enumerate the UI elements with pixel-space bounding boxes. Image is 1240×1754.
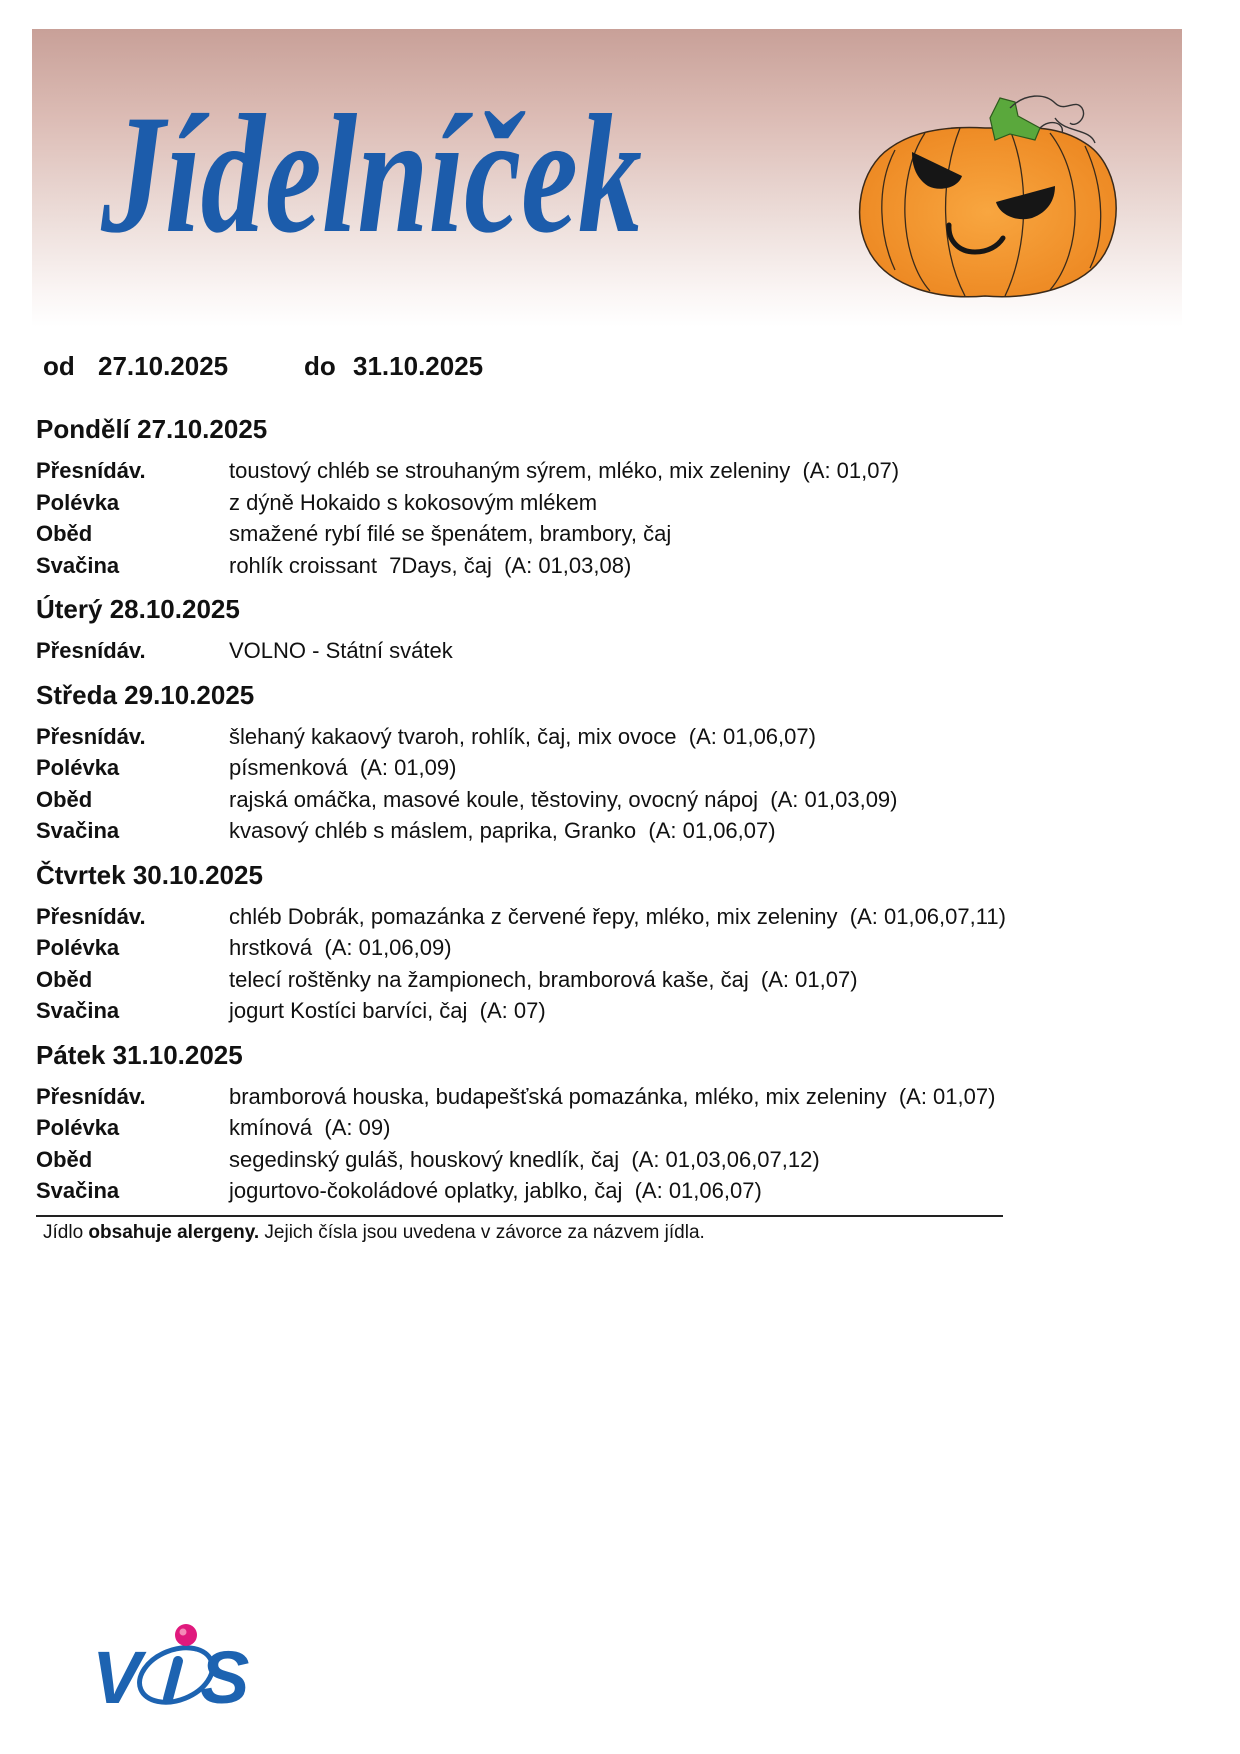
meal-value: písmenková (A: 01,09)	[229, 755, 457, 780]
day-heading: Čtvrtek 30.10.2025	[36, 859, 263, 890]
meal-value: bramborová houska, budapešťská pomazánka, mléko, mix zeleniny (A: 01,07)	[229, 1083, 996, 1109]
meal-label: Oběd	[36, 521, 93, 546]
menu-row	[36, 1112, 1216, 1144]
meal-value: chléb Dobrák, pomazánka z červené řepy, mléko, mix zeleniny (A: 01,06,07,11)	[229, 903, 1006, 929]
meal-label: Oběd	[36, 1146, 93, 1172]
meal-value: šlehaný kakaový tvaroh, rohlík, čaj, mix ovoce (A: 01,06,07)	[229, 723, 816, 749]
menu-row	[36, 1081, 1216, 1113]
period-to-label: do	[304, 351, 336, 381]
menu-row	[36, 1175, 1216, 1207]
meal-label: Svačina	[36, 1178, 120, 1203]
svg-text:S: S	[200, 1636, 250, 1715]
menu-row	[36, 487, 1216, 519]
day-section	[36, 853, 1216, 1027]
menu-row	[36, 901, 1216, 933]
footnote-text-end: Jejich čísla jsou uvedena v závorce za názvem jídla.	[259, 1221, 705, 1243]
menu-row	[36, 518, 1216, 550]
meal-label: Polévka	[36, 755, 120, 780]
meal-value: smažené rybí filé se špenátem, brambory, čaj	[229, 521, 672, 546]
meal-label: Přesnídáv.	[36, 903, 146, 929]
vis-logo	[86, 1615, 266, 1715]
day-heading: Pondělí 27.10.2025	[36, 414, 268, 444]
footnote-text-start: Jídlo	[43, 1221, 89, 1243]
meal-value: z dýně Hokaido s kokosovým mlékem	[229, 489, 598, 515]
day-heading: Středa 29.10.2025	[36, 679, 255, 710]
menu-row	[36, 932, 1216, 964]
day-section	[36, 587, 1216, 667]
meal-value: toustový chléb se strouhaným sýrem, mléko, mix zeleniny (A: 01,07)	[229, 458, 900, 483]
allergen-footnote	[43, 1220, 1216, 1246]
menu-row	[36, 721, 1216, 753]
meal-value: hrstková (A: 01,06,09)	[229, 935, 452, 960]
meal-label: Oběd	[36, 786, 93, 812]
meal-label: Polévka	[36, 1115, 120, 1140]
weekly-menu	[36, 401, 1216, 1246]
menu-row	[36, 752, 1216, 784]
menu-row	[36, 964, 1216, 996]
meal-value: VOLNO - Státní svátek	[229, 638, 453, 663]
meal-value: kmínová (A: 09)	[229, 1115, 391, 1140]
meal-label: Svačina	[36, 818, 120, 843]
footnote-emphasis: obsahuje alergeny.	[88, 1221, 260, 1243]
period-from-label: od	[43, 351, 75, 381]
meal-label: Přesnídáv.	[36, 458, 146, 483]
menu-row	[36, 455, 1216, 487]
meal-value: rajská omáčka, masové koule, těstoviny, ovocný nápoj (A: 01,03,09)	[229, 786, 898, 812]
meal-value: rohlík croissant 7Days, čaj (A: 01,03,08)	[229, 552, 632, 578]
menu-row	[36, 995, 1216, 1027]
meal-label: Oběd	[36, 966, 93, 992]
meal-value: segedinský guláš, houskový knedlík, čaj (A: 01,03,06,07,12)	[229, 1146, 820, 1172]
jack-o-lantern-icon	[850, 88, 1130, 303]
period-from-date: 27.10.2025	[98, 351, 229, 381]
meal-value: telecí roštěnky na žampionech, bramborová kaše, čaj (A: 01,07)	[229, 966, 858, 992]
day-section	[36, 1033, 1216, 1207]
meal-label: Přesnídáv.	[36, 723, 146, 749]
meal-value: jogurt Kostíci barvíci, čaj (A: 07)	[229, 998, 546, 1023]
menu-row	[36, 815, 1216, 847]
day-section	[36, 407, 1216, 581]
meal-label: Svačina	[36, 998, 120, 1023]
divider	[36, 1215, 1003, 1217]
day-list	[36, 407, 1216, 1207]
day-section	[36, 673, 1216, 847]
menu-row	[36, 550, 1216, 582]
meal-label: Polévka	[36, 489, 120, 515]
svg-text:V: V	[92, 1636, 142, 1715]
page-title-graphic	[32, 29, 832, 327]
menu-period	[0, 350, 1240, 382]
menu-row	[36, 1144, 1216, 1176]
day-heading: Pátek 31.10.2025	[36, 1039, 243, 1070]
page-title: Jídelníček	[100, 80, 643, 268]
menu-row	[36, 635, 1216, 667]
meal-label: Přesnídáv.	[36, 1083, 146, 1109]
meal-label: Svačina	[36, 552, 120, 578]
meal-value: jogurtovo-čokoládové oplatky, jablko, čaj (A: 01,06,07)	[229, 1178, 762, 1203]
meal-value: kvasový chléb s máslem, paprika, Granko (A: 01,06,07)	[229, 818, 776, 843]
period-to-date: 31.10.2025	[353, 351, 484, 381]
meal-label: Přesnídáv.	[36, 638, 146, 663]
menu-row	[36, 784, 1216, 816]
day-heading: Úterý 28.10.2025	[36, 594, 240, 624]
meal-label: Polévka	[36, 935, 120, 960]
